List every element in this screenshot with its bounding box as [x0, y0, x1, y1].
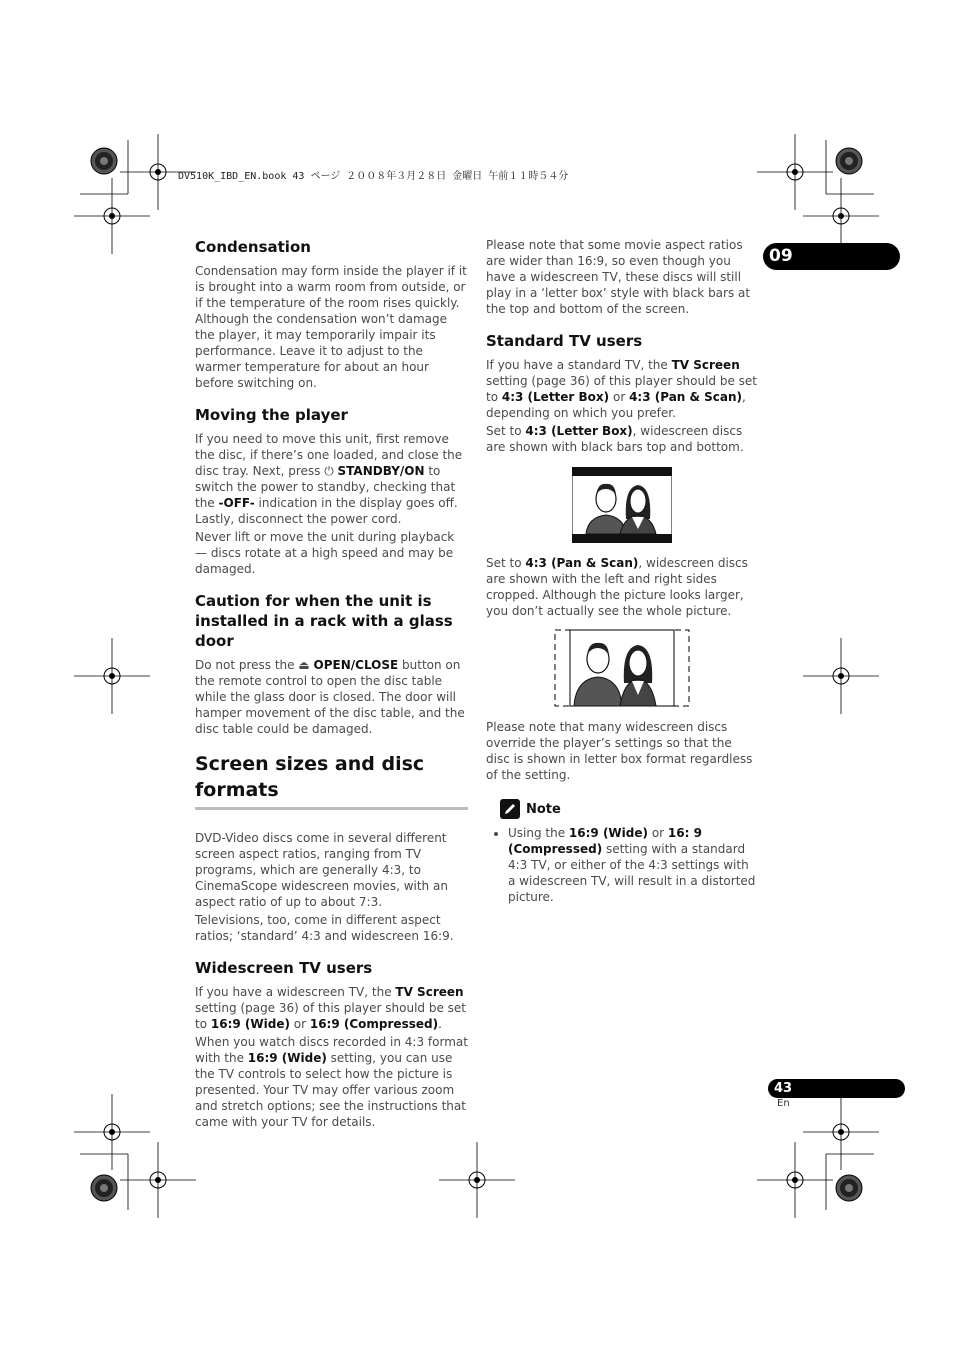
caution-paragraph: Do not press the ⏏ OPEN/CLOSE button on the remote control to open the disc table while the glass door is closed. The door will hamper movement of the disc table, and the disc table could be damaged. — [195, 658, 465, 736]
pencil-icon — [500, 799, 520, 819]
note-item: • Using the 16:9 (Wide) or 16: 9 (Compressed) setting with a standard 4:3 TV, or either of the 4:3 settings with a widescreen TV, will result in a distorted picture. — [508, 825, 758, 905]
condensation-heading: Condensation — [195, 238, 311, 256]
standard-paragraph-1: If you have a standard TV, the TV Screen setting (page 36) of this player should be set to 4:3 (Letter Box) or 4:3 (Pan & Scan), depending on which you prefer. — [486, 358, 758, 420]
note-title: Note — [526, 801, 561, 817]
widescreen-paragraph-1: If you have a widescreen TV, the TV Screen setting (page 36) of this player should be set to 16:9 (Wide) or 16:9 (Compressed). — [195, 985, 467, 1031]
note-list — [486, 825, 758, 905]
language-code: En — [777, 1098, 790, 1109]
screen-paragraph-2: Televisions, too, come in different aspect ratios; ‘standard’ 4:3 and widescreen 16:9. — [195, 913, 454, 943]
left-column — [195, 237, 468, 1130]
eject-icon: ⏏ — [298, 658, 314, 672]
moving-paragraph-1: If you need to move this unit, first remove the disc, if there’s one loaded, and close the disc tray. Next, press ⏻ STANDBY/ON to switch the power to standby, checking that the -OFF- indication in the display goes off. Lastly, disconnect the power cord. — [195, 432, 463, 526]
aspect-intro-paragraph: Please note that some movie aspect ratios are wider than 16:9, so even though you have a widescreen TV, these discs will still play in a ‘letter box’ style with black bars at the top and bottom of the screen. — [486, 238, 751, 316]
standard-heading: Standard TV users — [486, 332, 643, 350]
note-header — [500, 799, 758, 819]
pan-scan-illustration — [554, 629, 690, 707]
right-column — [486, 237, 758, 905]
chapter-tab: 09 — [763, 243, 900, 270]
letterbox-illustration — [572, 467, 672, 543]
standard-paragraph-3: Set to 4:3 (Pan & Scan), widescreen discs are shown with the left and right sides cropped. Although the picture looks larger, you don’t actually see the whole picture. — [486, 556, 748, 618]
caution-heading: Caution for when the unit is installed in a rack with a glass door — [195, 592, 453, 650]
standard-paragraph-4: Please note that many widescreen discs override the player’s settings so that the disc is shown in letter box format regardless of the setting. — [486, 720, 753, 782]
condensation-body: Condensation may form inside the player if it is brought into a warm room from outside, or if the temperature of the room rises quickly. Although the condensation won’t damage the player, it may temporarily impair its performance. Leave it to adjust to the warmer temperature for about an hour before switching on. — [195, 264, 467, 390]
file-header: DV510K_IBD_EN.book 43 ページ ２００８年３月２８日 金曜日 午前１１時５４分 — [178, 171, 569, 182]
screen-sizes-heading: Screen sizes and disc formats — [195, 751, 468, 810]
screen-paragraph-1: DVD-Video discs come in several different screen aspect ratios, ranging from TV programs, which are generally 4:3, to CinemaScope widescreen movies, with an aspect ratio of up to about 7:3. — [195, 831, 448, 909]
widescreen-paragraph-2: When you watch discs recorded in 4:3 format with the 16:9 (Wide) setting, you can use the TV controls to select how the picture is presented. Your TV may offer various zoom and stretch options; see the instructions that came with your TV for details. — [195, 1035, 468, 1129]
moving-heading: Moving the player — [195, 406, 348, 424]
standard-paragraph-2: Set to 4:3 (Letter Box), widescreen discs are shown with black bars top and bottom. — [486, 424, 744, 454]
power-icon: ⏻ — [324, 464, 338, 478]
moving-paragraph-2: Never lift or move the unit during playback — discs rotate at a high speed and may be damaged. — [195, 530, 455, 576]
widescreen-heading: Widescreen TV users — [195, 959, 373, 977]
page-number: 43 — [768, 1079, 905, 1098]
